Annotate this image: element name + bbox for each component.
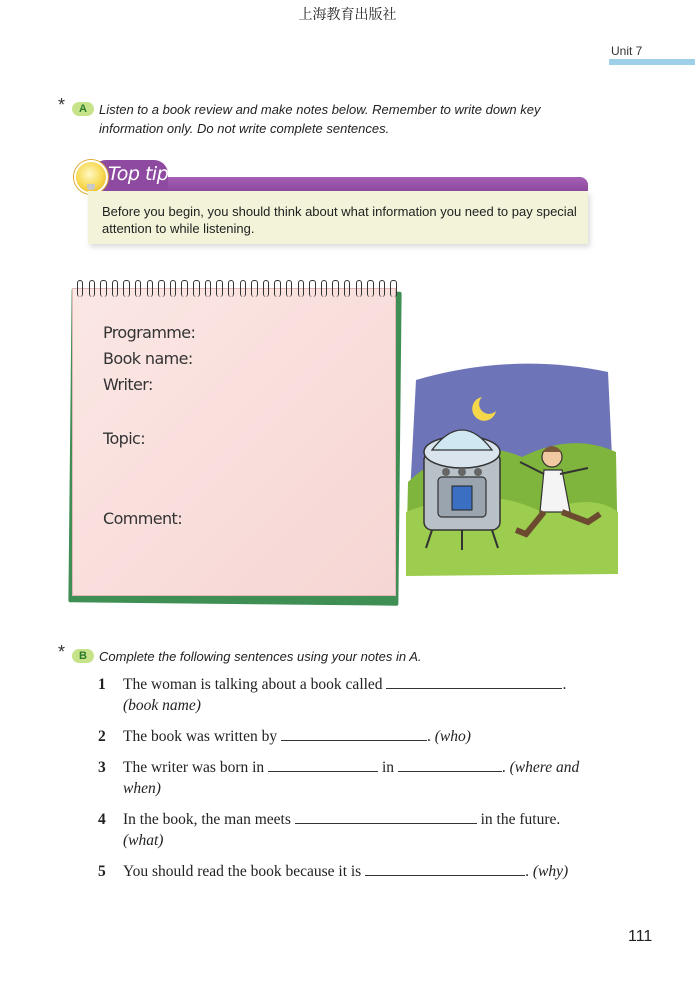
item-text: The book was written by xyxy=(123,728,278,745)
exercise-b-badge: B xyxy=(72,649,94,663)
answer-blank[interactable] xyxy=(268,757,378,772)
publisher-name: 上海教育出版社 xyxy=(298,7,397,23)
time-machine-illustration xyxy=(402,362,622,580)
item-text: In the book, the man meets xyxy=(123,811,291,828)
spiral-ring xyxy=(123,280,129,297)
notes-comment-label: Comment: xyxy=(103,509,182,528)
notebook-page xyxy=(72,288,396,596)
item-hint: (what) xyxy=(123,832,164,849)
spiral-ring xyxy=(77,280,83,297)
item-text: The writer was born in xyxy=(123,759,265,776)
item-number: 1 xyxy=(98,676,106,693)
item-number: 4 xyxy=(98,811,106,828)
answer-blank[interactable] xyxy=(386,674,562,689)
notes-topic-label: Topic: xyxy=(103,429,146,448)
spiral-ring xyxy=(135,280,141,297)
spiral-ring xyxy=(286,280,292,297)
item-hint: (book name) xyxy=(123,697,201,714)
spiral-ring xyxy=(367,280,373,297)
item-number: 3 xyxy=(98,759,106,776)
top-tip-title: Top tip xyxy=(108,163,169,185)
spiral-ring xyxy=(321,280,327,297)
item-hint: (where and when) xyxy=(123,759,580,797)
item-text-end: . xyxy=(562,676,567,693)
spiral-ring xyxy=(356,280,362,297)
spiral-ring xyxy=(379,280,385,297)
spiral-ring xyxy=(89,280,95,297)
spiral-ring xyxy=(228,280,234,297)
spiral-binding xyxy=(77,280,397,302)
spiral-ring xyxy=(309,280,315,297)
star-icon: * xyxy=(58,95,66,115)
page-number: 111 xyxy=(628,928,653,945)
unit-bar xyxy=(609,59,695,65)
top-tip-text: Before you begin, you should think about what information you need to pay special attention to while listening. xyxy=(102,204,577,236)
spiral-ring xyxy=(170,280,176,297)
spiral-ring xyxy=(205,280,211,297)
spiral-ring xyxy=(240,280,246,297)
spiral-ring xyxy=(158,280,164,297)
item-text: You should read the book because it is xyxy=(123,863,362,880)
star-icon: * xyxy=(58,642,66,662)
lightbulb-icon xyxy=(74,160,108,194)
item-text: The woman is talking about a book called xyxy=(123,676,383,693)
spiral-ring xyxy=(298,280,304,297)
spiral-ring xyxy=(263,280,269,297)
answer-blank[interactable] xyxy=(365,861,525,876)
item-text-end: . xyxy=(525,863,529,880)
unit-label: Unit 7 xyxy=(611,44,643,58)
spiral-ring xyxy=(332,280,338,297)
item-text-mid: in xyxy=(381,759,394,776)
answer-blank[interactable] xyxy=(295,809,477,824)
exercise-a-instruction: Listen to a book review and make notes below. Remember to write down key information only. Do not write complete sentences. xyxy=(99,102,541,136)
spiral-ring xyxy=(216,280,222,297)
exercise-b-heading xyxy=(58,642,658,667)
notes-writer-label: Writer: xyxy=(103,375,153,394)
notes-programme-label: Programme: xyxy=(103,323,196,342)
spiral-ring xyxy=(181,280,187,297)
answer-blank[interactable] xyxy=(398,757,502,772)
item-text-end: in the future. xyxy=(480,811,561,828)
exercise-b-instruction: Complete the following sentences using your notes in A. xyxy=(99,649,422,664)
item-text-end: . xyxy=(426,728,431,745)
item-hint: (who) xyxy=(434,728,471,745)
item-number: 5 xyxy=(98,863,106,880)
item-text-end: . xyxy=(501,759,506,776)
spiral-ring xyxy=(344,280,350,297)
spiral-ring xyxy=(112,280,118,297)
spiral-ring xyxy=(193,280,199,297)
top-tip-box xyxy=(74,160,590,246)
spiral-ring xyxy=(147,280,153,297)
top-tip-content xyxy=(88,191,588,244)
spiral-ring xyxy=(251,280,257,297)
item-hint: (why) xyxy=(532,863,569,880)
spiral-ring xyxy=(274,280,280,297)
spiral-ring xyxy=(390,280,396,297)
notes-notebook xyxy=(67,280,403,606)
item-number: 2 xyxy=(98,728,106,745)
spiral-ring xyxy=(100,280,106,297)
exercise-a-badge: A xyxy=(72,102,94,116)
notes-book-name-label: Book name: xyxy=(103,349,193,368)
exercise-a-heading xyxy=(58,95,658,140)
answer-blank[interactable] xyxy=(281,726,427,741)
